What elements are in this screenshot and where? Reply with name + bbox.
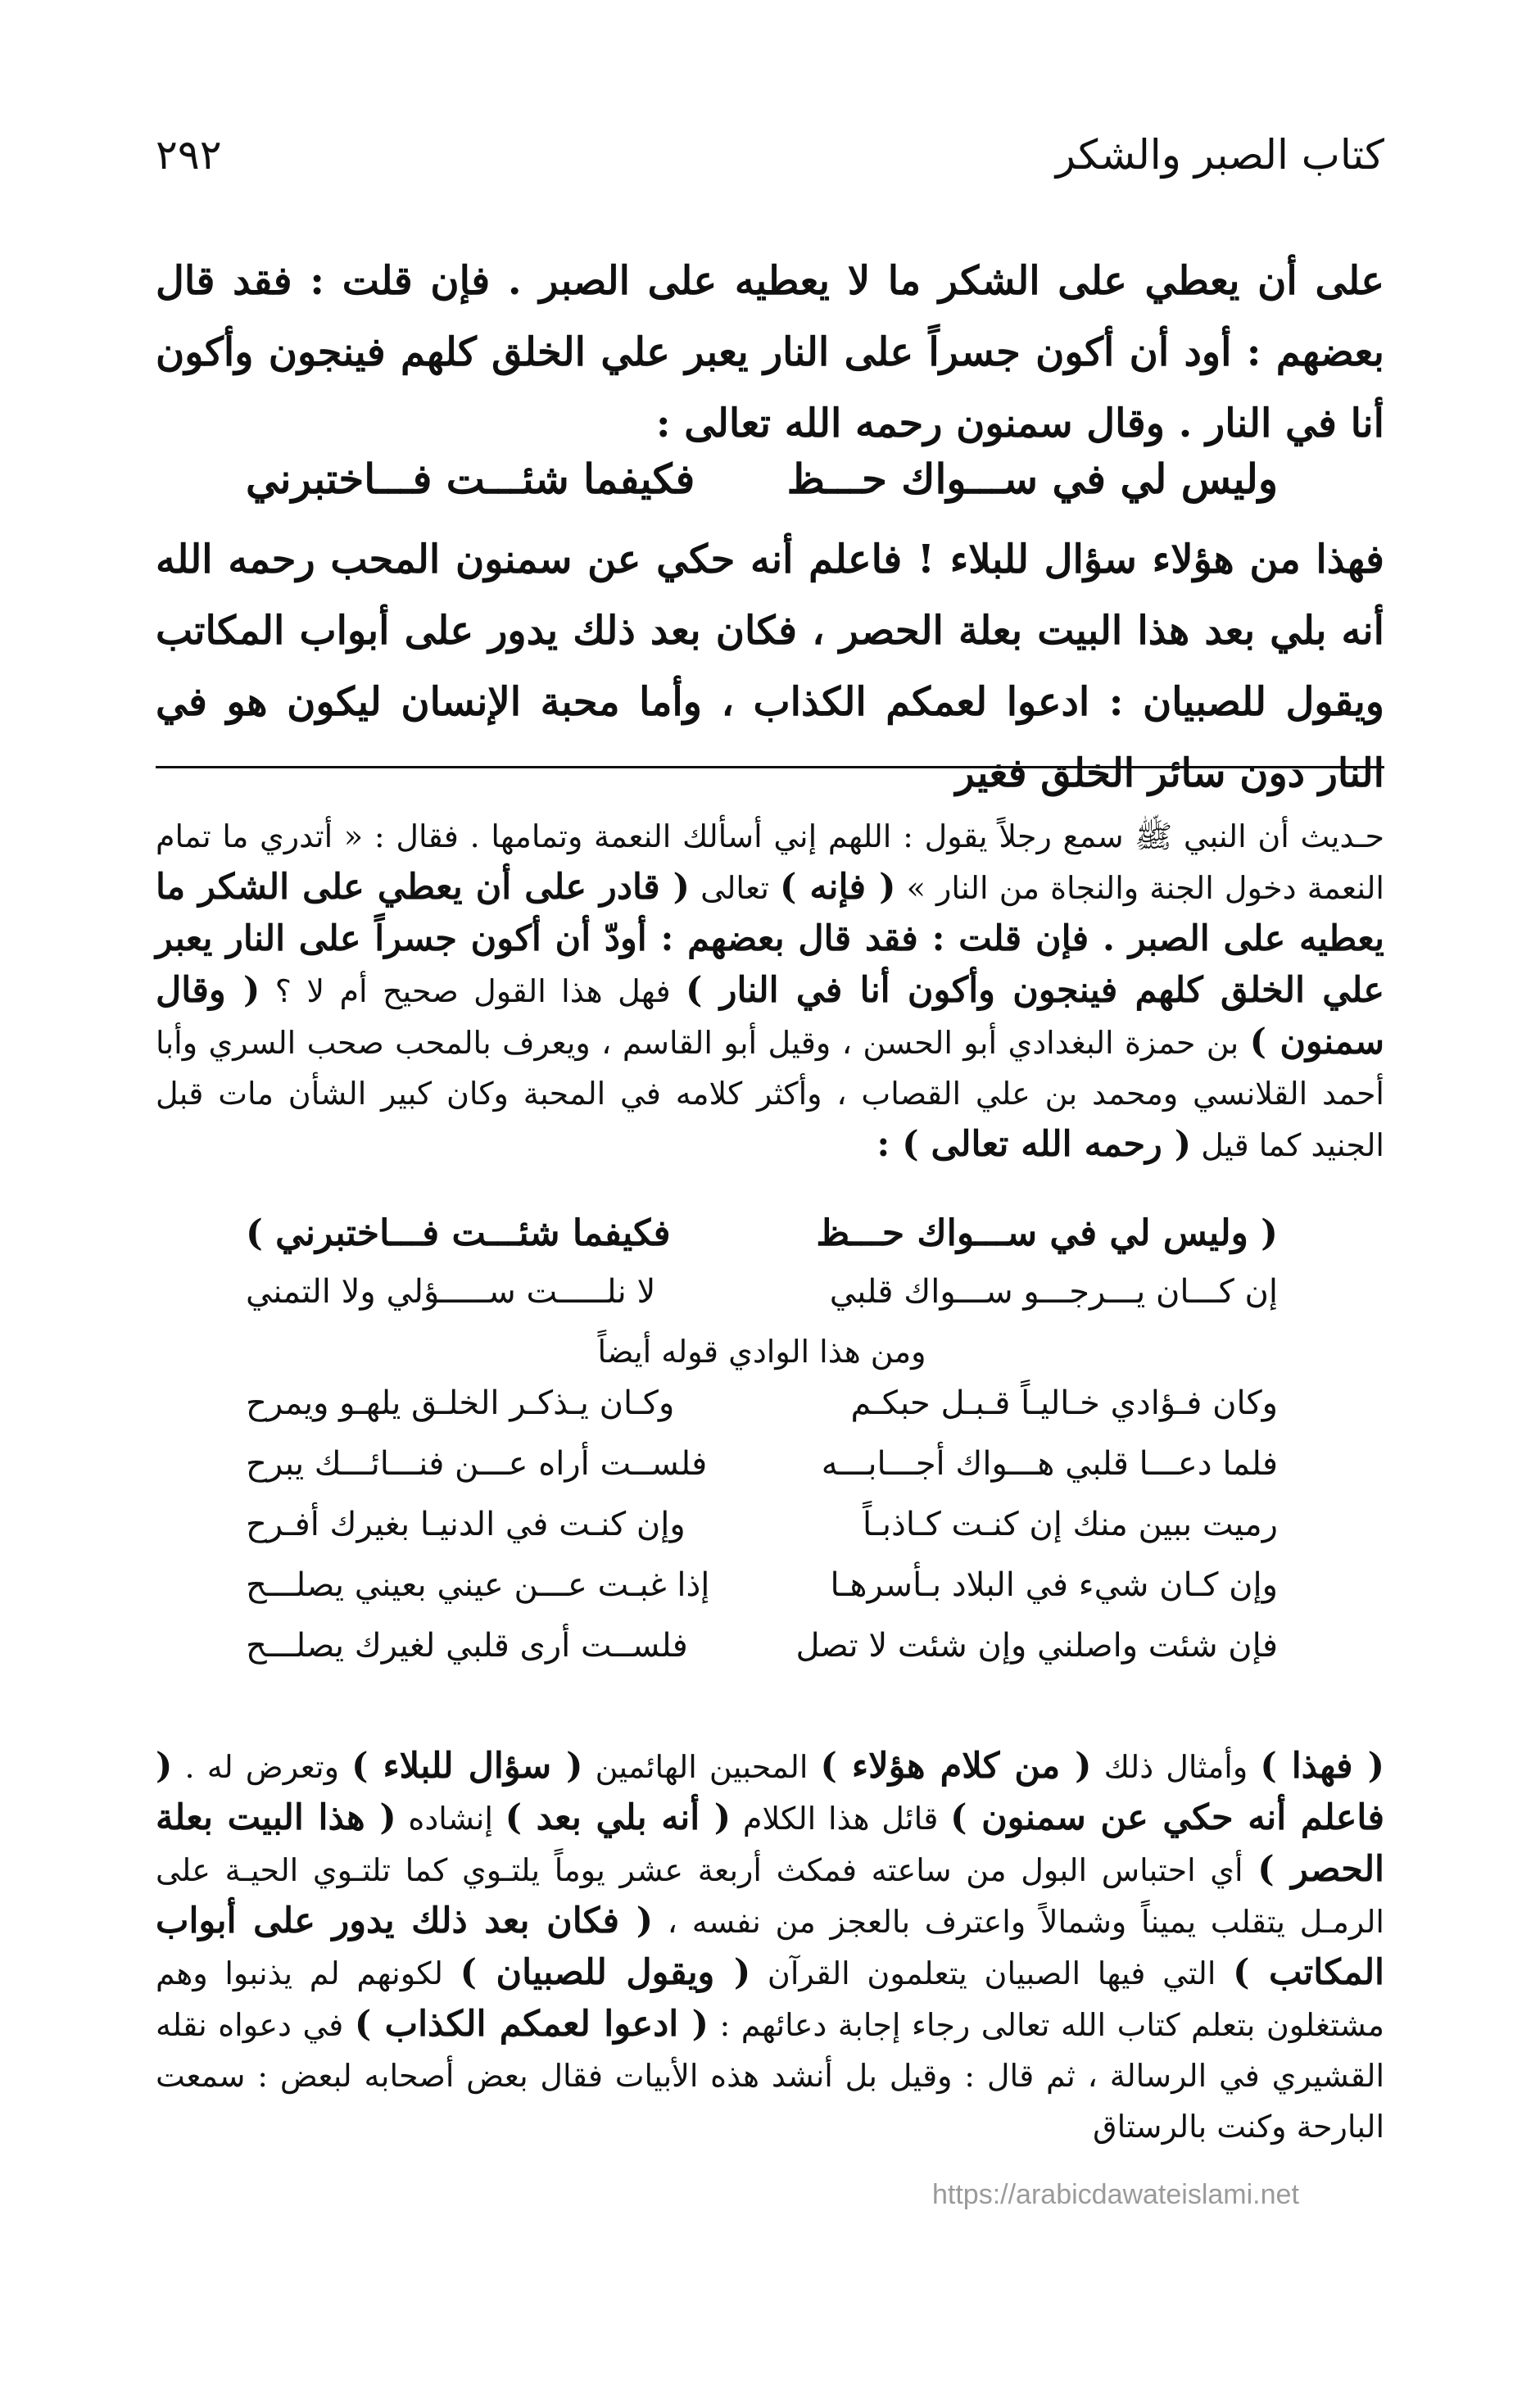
- commentary-text: وتعرض له .: [172, 1749, 352, 1785]
- poem-second-hemistich: فلســت أرى قلبي لغيرك يصلـــح: [246, 1627, 688, 1665]
- commentary-text: وأمثال ذلك: [1091, 1749, 1261, 1785]
- commentary-paragraph: [156, 1741, 1384, 2152]
- commentary-text: تعالى: [690, 870, 781, 906]
- commentary-text: في دعواه نقله القشيري في الرسالة ، ثم قال : وقيل بل أنشد هذه الأبيات فقال بعض أصحابه لبعض : سمعت البارحة وكنت بالرستاق: [156, 2007, 1384, 2145]
- commentary-paragraph: [156, 811, 1384, 1171]
- commentary-quoted-text: ( فهذا ): [1260, 1746, 1384, 1787]
- commentary-text: المحبين الهائمين: [582, 1749, 821, 1785]
- page-header: [156, 131, 1384, 197]
- poem-first-hemistich: فإن شئت واصلني وإن شئت لا تصل: [795, 1627, 1278, 1665]
- commentary-quoted-text: ( سؤال للبلاء ): [351, 1746, 583, 1787]
- commentary-block: [156, 1741, 1384, 2152]
- poem-verse: [246, 1212, 1278, 1273]
- verse-second-hemistich: فكيفما شئـــت فـــاختبرني: [246, 455, 695, 503]
- poem-verse: [246, 1273, 1278, 1334]
- page-number: ٢٩٢: [156, 131, 222, 179]
- commentary-quoted-text: ( فكان بعد ذلك يدور على أبواب المكاتب ): [156, 1901, 1384, 1993]
- commentary-text: قائل هذا الكلام: [731, 1801, 951, 1837]
- commentary-quoted-text: ( رحمه الله تعالى ) :: [876, 1124, 1192, 1165]
- commentary-text: بن حمزة البغدادي أبو الحسن ، وقيل أبو القاسم ، ويعرف بالمحب صحب السري وأبا أحمد القلانسي ومحمد بن علي القصاب ، وأكثر كلامه في المحبة وكان كبير الشأن مات قبل الجنيد كما قيل: [156, 1025, 1384, 1163]
- commentary-text: التي فيها الصبيان يتعلمون القرآن: [750, 1955, 1234, 1991]
- poem-verse: [246, 1566, 1278, 1627]
- commentary-text: حـديث أن النبي ﷺ سمع رجلاً يقول : اللهم إني أسألك النعمة وتمامها . فقال : « أتدري ما تمام النعمة دخول الجنة والنجاة من النار »: [156, 818, 1384, 906]
- poem-second-hemistich: إذا غبـت عـــن عيني بعيني يصلـــح: [246, 1566, 710, 1604]
- commentary-quoted-text: ( ادعوا لعمكم الكذاب ): [354, 2004, 709, 2045]
- main-paragraph: على أن يعطي على الشكر ما لا يعطيه على الصبر . فإن قلت : فقد قال بعضهم : أود أن أكون جسراً على النار يعبر علي الخلق كلهم فينجون وأكون أنا في النار . وقال سمنون رحمه الله تعالى :: [156, 258, 1384, 446]
- poem-second-hemistich: فكيفما شئـــت فـــاختبرني ): [246, 1212, 671, 1254]
- main-paragraph: فهذا من هؤلاء سؤال للبلاء ! فاعلم أنه حكي عن سمنون المحب رحمه الله أنه بلي بعد هذا البيت بعلة الحصر ، فكان بعد ذلك يدور على أبواب المكاتب ويقول للصبيان : ادعوا لعمكم الكذاب ، وأما محبة الإنسان ليكون هو في النار دون سائر الخلق فغير: [156, 537, 1385, 796]
- verse-first-hemistich: وليس لي في ســـواك حـــظ: [786, 455, 1278, 503]
- commentary-quoted-text: ( أنه بلي بعد ): [505, 1797, 732, 1838]
- poem-verse: [246, 1384, 1278, 1445]
- commentary-quoted-text: ( فإنه ): [780, 867, 896, 908]
- poem-verse: [246, 1627, 1278, 1688]
- commentary-quoted-text: ( ويقول للصبيان ): [460, 1952, 751, 1993]
- commentary-text: أي احتباس البول من ساعته فمكث أربعة عشر يوماً يلتـوي كما تلتـوي الحيـة على الرمـل يتقلب يميناً وشمالاً واعترف بالعجز من نفسه ،: [156, 1852, 1384, 1940]
- poem-first-hemistich: ( وليس لي في ســـواك حـــظ: [816, 1212, 1278, 1254]
- running-title: كتاب الصبر والشكر: [1055, 131, 1384, 179]
- commentary-quoted-text: ( من كلام هؤلاء ): [820, 1746, 1092, 1787]
- poem-second-hemistich: وكـان يـذكـر الخلـق يلهـو ويمرح: [246, 1384, 675, 1422]
- footnote-divider: [156, 766, 1384, 768]
- commentary-text: إنشاده: [396, 1801, 505, 1837]
- main-verse: [246, 455, 1278, 520]
- poem-first-hemistich: فلما دعـــا قلبي هـــواك أجـــابـــه: [821, 1445, 1278, 1483]
- watermark-url: https://arabicdawateislami.net: [932, 2179, 1299, 2210]
- poem-separator: ومن هذا الوادي قوله أيضاً: [597, 1334, 926, 1370]
- poem-first-hemistich: وكان فـؤادي خـاليـاً قـبـل حبكـم: [850, 1384, 1278, 1422]
- poem-verse: [246, 1506, 1278, 1566]
- poem-second-hemistich: لا نلـــــت ســـــؤلي ولا التمني: [246, 1273, 656, 1311]
- commentary-text: لكونهم لم يذنبوا وهم مشتغلون بتعلم كتاب الله تعالى رجاء إجابة دعائهم :: [156, 1955, 1384, 2043]
- poem-verse: [246, 1445, 1278, 1506]
- commentary-block: [156, 811, 1384, 1171]
- poem-block: [246, 1212, 1278, 1688]
- commentary-quoted-text: ( قادر على أن يعطي على الشكر ما يعطيه على الصبر . فإن قلت : فقد قال بعضهم : أودّ أن أكون جسراً على النار يعبر علي الخلق كلهم فينجون وأكون أنا في النار ): [156, 867, 1384, 1011]
- poem-first-hemistich: رميت ببين منك إن كنـت كـاذبـاً: [863, 1506, 1278, 1543]
- commentary-quoted-text: ( فاعلم أنه حكي عن سمنون ): [156, 1746, 1385, 1838]
- commentary-quoted-text: ( وقال سمنون ): [156, 970, 1384, 1062]
- poem-first-hemistich: إن كـــان يـــرجـــو ســـواك قلبي: [829, 1273, 1278, 1311]
- main-text: [156, 246, 1384, 460]
- commentary-quoted-text: ( هذا البيت بعلة الحصر ): [156, 1797, 1384, 1890]
- poem-second-hemistich: فلســت أراه عـــن فنـــائـــك يبرح: [246, 1445, 708, 1483]
- commentary-text: فهل هذا القول صحيح أم لا ؟: [260, 973, 686, 1009]
- poem-second-hemistich: وإن كنـت في الدنيـا بغيرك أفـرح: [246, 1506, 686, 1543]
- poem-first-hemistich: وإن كـان شيء في البلاد بـأسرهـا: [830, 1566, 1278, 1604]
